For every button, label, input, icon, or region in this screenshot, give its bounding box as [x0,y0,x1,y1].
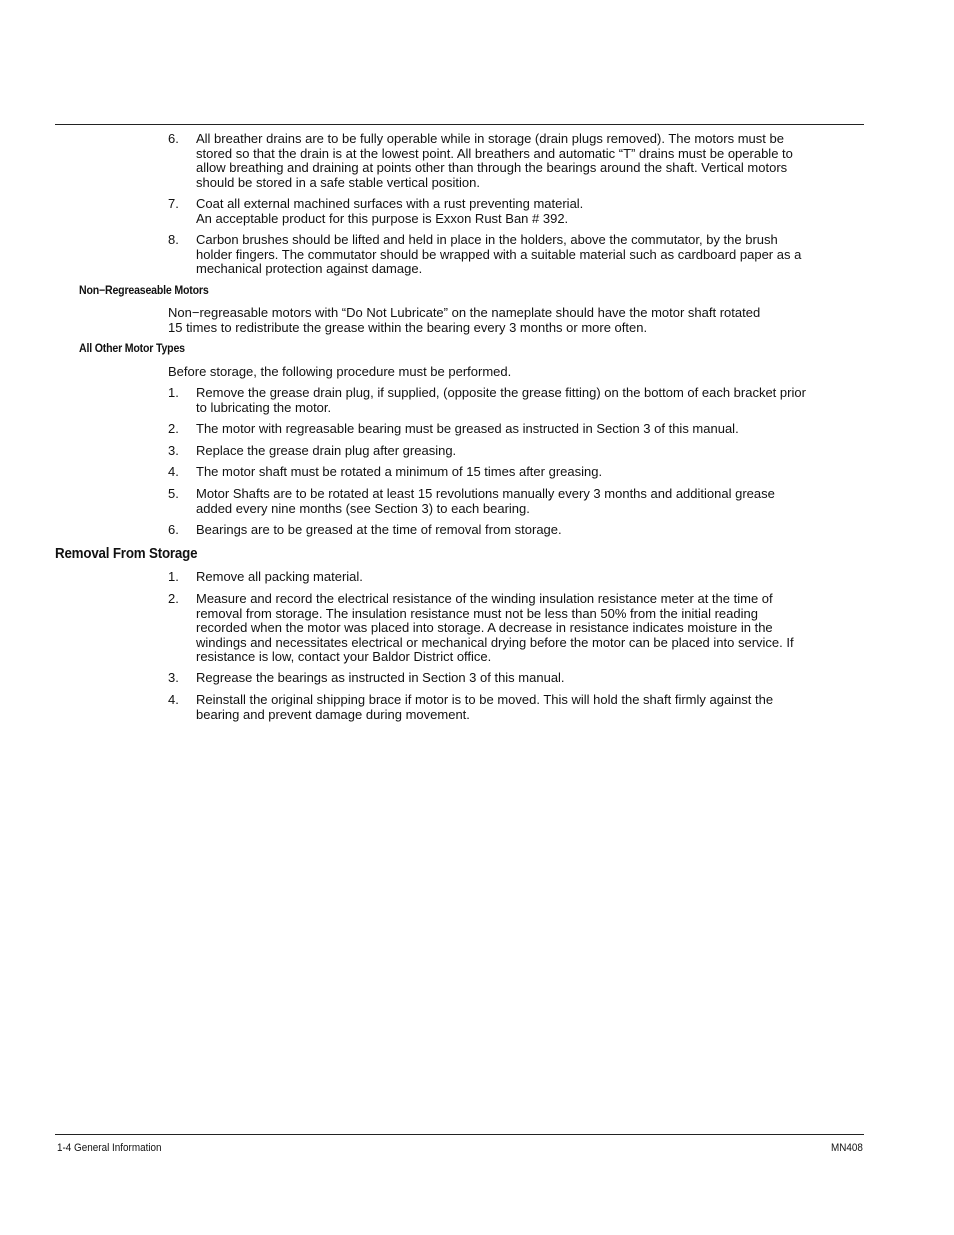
list-text: Carbon brushes should be lifted and held in place in the holders, above the commutator, by the brush holder fingers. The commutator should be wrapped with a suitable material such as cardboard paper as a mechanical protection against damage. [196,232,802,277]
list-text: The motor shaft must be rotated a minimum of 15 times after greasing. [196,464,603,479]
header-rule [55,124,864,125]
footer-page-label: 1-4 General Information [57,1142,162,1154]
list-number: 5. [168,486,179,501]
footer-doc-id: MN408 [831,1142,863,1154]
list-text: Coat all external machined surfaces with a rust preventing material. An acceptable product for this purpose is Exxon Rust Ban # 392. [196,196,584,226]
list-text: Replace the grease drain plug after greasing. [196,443,457,458]
paragraph-intro: Before storage, the following procedure must be performed. [168,364,512,379]
footer-rule [55,1134,864,1135]
section-subheading: All Other Motor Types [79,343,185,355]
list-number: 4. [168,464,179,479]
list-number: 2. [168,591,179,606]
section-subheading: Non−Regreaseable Motors [79,285,209,297]
list-number: 7. [168,196,179,211]
list-text: Regrease the bearings as instructed in Section 3 of this manual. [196,670,565,685]
list-text: Remove all packing material. [196,569,363,584]
list-number: 1. [168,569,179,584]
list-text: Measure and record the electrical resistance of the winding insulation resistance meter at the time of removal from storage. The insulation resistance must not be less than 50% from the initial reading recorded when the motor was placed into storage. A decrease in resistance indicates moisture in the windings and necessitates electrical or mechanical drying before the motor can be placed into service. If resistance is low, contact your Baldor District office. [196,591,794,665]
list-text: Motor Shafts are to be rotated at least 15 revolutions manually every 3 months and additional grease added every nine months (see Section 3) to each bearing. [196,486,775,516]
list-text: The motor with regreasable bearing must be greased as instructed in Section 3 of this manual. [196,421,739,436]
list-number: 4. [168,692,179,707]
list-number: 3. [168,670,179,685]
list-number: 2. [168,421,179,436]
list-text: Reinstall the original shipping brace if motor is to be moved. This will hold the shaft firmly against the bearing and prevent damage during movement. [196,692,774,722]
list-number: 1. [168,385,179,400]
list-text: Bearings are to be greased at the time of removal from storage. [196,522,562,537]
section-heading: Removal From Storage [55,546,198,562]
list-number: 6. [168,522,179,537]
list-number: 3. [168,443,179,458]
list-text: All breather drains are to be fully operable while in storage (drain plugs removed). The motors must be stored so that the drain is at the lowest point. All breathers and automatic “T” drains must be operable to allow breathing and draining at points other than through the bearings around the shaft. Vertical motors should be stored in a safe stable vertical position. [196,131,793,190]
list-text: Remove the grease drain plug, if supplied, (opposite the grease fitting) on the bottom of each bracket prior to lubricating the motor. [196,385,806,415]
list-number: 8. [168,232,179,247]
paragraph: Non−regreasable motors with “Do Not Lubricate” on the nameplate should have the motor shaft rotated 15 times to redistribute the grease within the bearing every 3 months or more often. [168,305,761,335]
list-number: 6. [168,131,179,146]
